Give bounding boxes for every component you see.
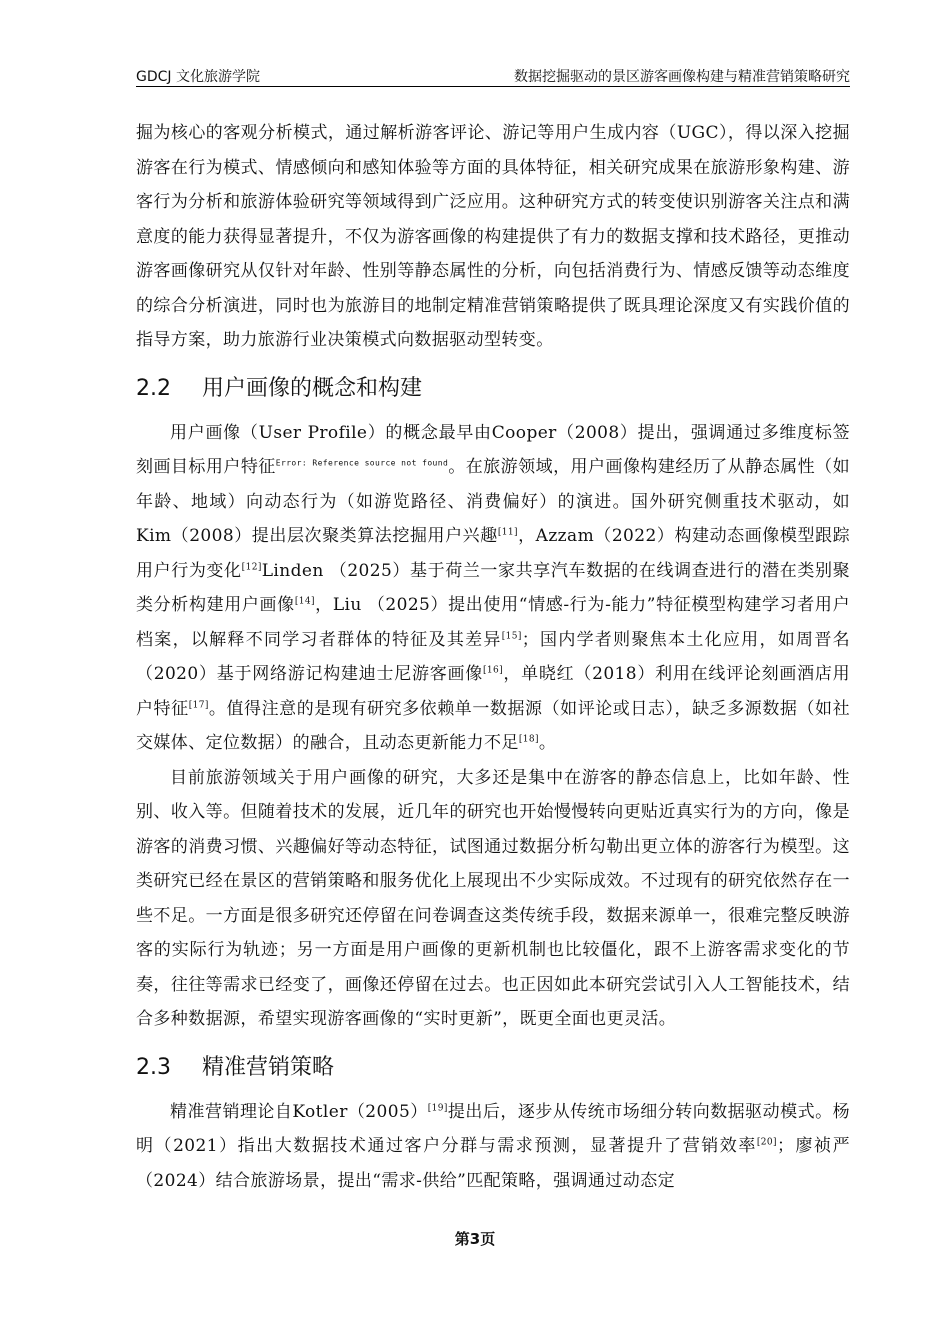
citation-11[interactable]: [11]: [497, 527, 518, 538]
section-heading-2-3: [136, 1045, 850, 1091]
text-run: ，单晓红（2018）利用在线评论刻画酒店用户特征: [136, 664, 850, 719]
citation-18[interactable]: [18]: [518, 734, 539, 745]
section-title: 精准营销策略: [202, 1054, 335, 1080]
text-run: 用户画像（User Profile）的概念最早由Cooper（2008）提出，强调通过多维度标签刻画目标用户特征: [136, 422, 850, 477]
paragraph-precision-marketing: [136, 1095, 850, 1199]
paragraph-current-research: 目前旅游领域关于用户画像的研究，大多还是集中在游客的静态信息上，比如年龄、性别、收入等。但随着技术的发展，近几年的研究也开始慢慢转向更贴近真实行为的方向，像是游客的消费习惯、兴趣偏好等动态特征，试图通过数据分析勾勒出更立体的游客行为模型。这类研究已经在景区的营销策略和服务优化上展现出不少实际成效。不过现有的研究依然存在一些不足。一方面是很多研究还停留在问卷调查这类传统手段，数据来源单一，很难完整反映游客的实际行为轨迹；另一方面是用户画像的更新机制也比较僵化，跟不上游客需求变化的节奏，往往等需求已经变了，画像还停留在过去。也正因如此本研究尝试引入人工智能技术，结合多种数据源，希望实现游客画像的“实时更新”，既更全面也更灵活。: [136, 767, 850, 1029]
citation-17[interactable]: [17]: [188, 699, 209, 710]
section-number: 2.3: [136, 1054, 171, 1080]
header-institution: GDCJ 文化旅游学院: [136, 69, 260, 85]
paragraph-continuation: 掘为核心的客观分析模式，通过解析游客评论、游记等用户生成内容（UGC），得以深入挖掘游客在行为模式、情感倾向和感知体验等方面的具体特征，相关研究成果在旅游形象构建、游客行为分析和旅游体验研究等领域得到广泛应用。这种研究方式的转变使识别游客关注点和满意度的能力获得显著提升，不仅为游客画像的构建提供了有力的数据支撑和技术路径，更推动游客画像研究从仅针对年龄、性别等静态属性的分析，向包括消费行为、情感反馈等动态维度的综合分析演进，同时也为旅游目的地制定精准营销策略提供了既具理论深度又有实践价值的指导方案，助力旅游行业决策模式向数据驱动型转变。: [136, 123, 850, 350]
page-header: [136, 64, 850, 87]
citation-15[interactable]: [15]: [501, 630, 522, 641]
citation-16[interactable]: [16]: [482, 665, 504, 676]
text-run: ；国内学者则聚焦本土化应用，如周晋名（2020）基于网络游记构建迪士尼游客画像: [136, 629, 850, 684]
section-title: 用户画像的概念和构建: [202, 375, 423, 401]
text-run: 提出后，逐步从传统市场细分转向数据驱动模式。杨明（2021）指出大数据技术通过客户分群与需求预测，显著提升了营销效率: [136, 1101, 850, 1156]
text-run: 。: [538, 733, 557, 753]
text-run: 。值得注意的是现有研究多依赖单一数据源（如评论或日志），缺乏多源数据（如社交媒体、定位数据）的融合，且动态更新能力不足: [136, 698, 850, 753]
paragraph-user-profile: [136, 416, 850, 761]
citation-19[interactable]: [19]: [427, 1102, 448, 1113]
section-heading-2-2: [136, 366, 850, 412]
citation-20[interactable]: [20]: [756, 1137, 777, 1148]
text-run: ；廖祯严（2024）结合旅游场景，提出“需求-供给”匹配策略，强调通过动态定: [136, 1136, 851, 1191]
citation-12[interactable]: [12]: [241, 561, 262, 572]
section-number: 2.2: [136, 375, 171, 401]
text-run: ，Liu （2025）提出使用“情感-行为-能力”特征模型构建学习者用户档案，以解释不同学习者群体的特征及其差异: [136, 595, 850, 650]
text-run: 精准营销理论自Kotler（2005）: [170, 1101, 428, 1122]
text-run: 。在旅游领域，用户画像构建经历了从静态属性（如年龄、地域）向动态行为（如游览路径、消费偏好）的演进。国外研究侧重技术驱动，如Kim（2008）提出层次聚类算法挖掘用户兴趣: [136, 457, 850, 546]
header-paper-title: 数据挖掘驱动的景区游客画像构建与精准营销策略研究: [514, 69, 850, 85]
citation-14[interactable]: [14]: [294, 596, 315, 607]
body-text: [136, 116, 850, 1198]
text-run: ，Azzam（2022）构建动态画像模型跟踪用户行为变化: [136, 526, 850, 581]
reference-error: Error: Reference source not found: [275, 458, 449, 468]
page-number: 第3页: [454, 1230, 496, 1248]
text-run: Linden （2025）基于荷兰一家共享汽车数据的在线调查进行的潜在类别聚类分析构建用户画像: [136, 560, 850, 615]
